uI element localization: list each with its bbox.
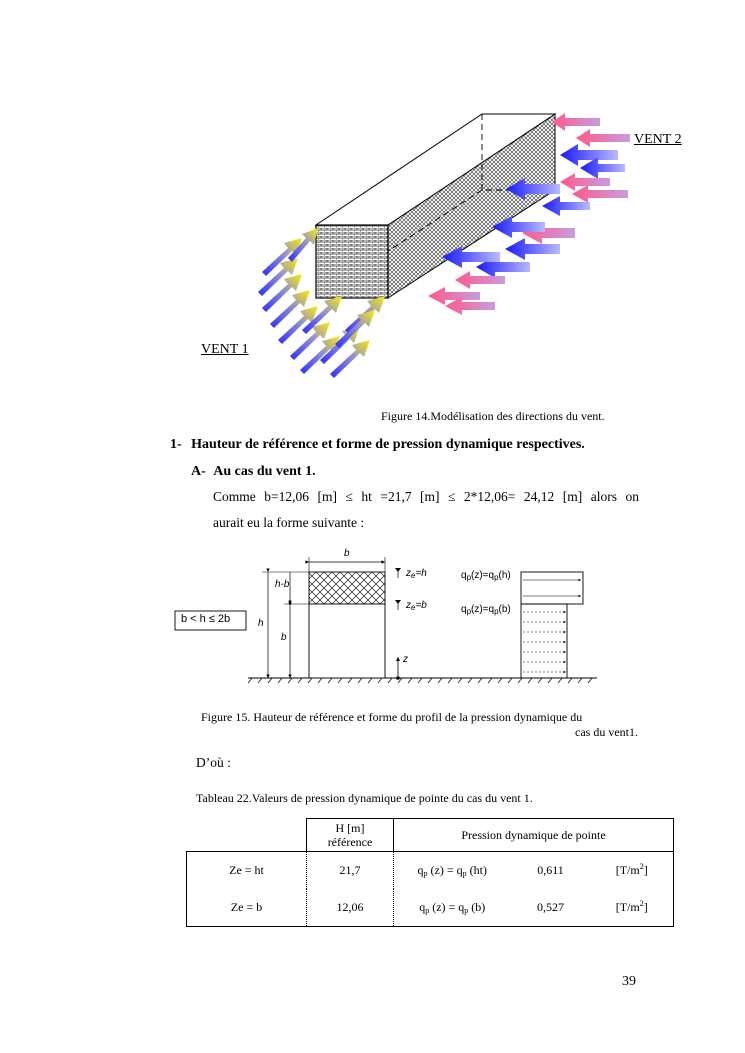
qp-b-label: $q_p(z)=q_p(b)$ xyxy=(461,604,511,616)
table-header-pressure: Pression dynamique de pointe xyxy=(394,819,674,852)
table-cell-h: 21,7 xyxy=(307,852,394,889)
pressure-table xyxy=(186,818,674,927)
table-header-empty xyxy=(187,819,307,852)
page-number: 39 xyxy=(622,974,636,989)
table-cell-h: 12,06 xyxy=(307,889,394,927)
table-cell-formula: $q_p$ $(z) = q_p$ (ht) xyxy=(394,852,511,889)
z-axis-label: z xyxy=(403,654,408,665)
table-cell-formula: $q_p$ $(z) = q_p$ (b) xyxy=(394,889,511,927)
qp-h-label: $q_p(z)=q_p(h)$ xyxy=(461,570,511,582)
heading-text: Hauteur de référence et forme de pression dynamique respectives. xyxy=(191,437,585,452)
dim-b-side: b xyxy=(281,632,287,643)
table-cell-ze: Ze = b xyxy=(187,889,307,927)
vent1-label: VENT 1 xyxy=(201,342,249,357)
dou-text: D’où : xyxy=(196,755,231,770)
table-header-row xyxy=(187,819,674,852)
heading-number: 1- xyxy=(170,437,182,452)
figure15-caption-line-2: cas du vent1. xyxy=(575,725,638,739)
table-cell-ze: Ze = ht xyxy=(187,852,307,889)
figure14-caption: Figure 14.Modélisation des directions du vent. xyxy=(381,409,605,423)
subsection-letter: A- xyxy=(191,464,206,479)
dim-h: h xyxy=(258,618,264,629)
dim-b-top: b xyxy=(344,548,350,559)
profile-upper-block xyxy=(521,572,583,604)
subsection-text: Au cas du vent 1. xyxy=(213,464,316,479)
table-caption: Tableau 22.Valeurs de pression dynamique de pointe du cas du vent 1. xyxy=(196,791,533,805)
table-cell-unit: $[T/m^2]$ xyxy=(591,852,674,889)
elevation-top-zone xyxy=(309,572,385,604)
table-cell-value: 0,611 xyxy=(511,852,591,889)
table-cell-unit: $[T/m^2]$ xyxy=(591,889,674,927)
figure15-caption xyxy=(201,710,638,740)
ze-h-label: $z_e=h$ xyxy=(406,568,427,580)
dim-h-minus-b: h-b xyxy=(275,579,290,590)
elevation-bottom-zone xyxy=(309,604,385,678)
vent2-label: VENT 2 xyxy=(634,132,682,147)
table-row xyxy=(187,889,674,927)
table-cell-value: 0,527 xyxy=(511,889,591,927)
condition-box-label: b < h ≤ 2b xyxy=(181,613,231,625)
ground-hatching xyxy=(248,678,592,683)
ze-b-label: $z_e=b$ xyxy=(406,600,427,612)
table-row xyxy=(187,852,674,889)
table-header-h: H [m] référence xyxy=(307,819,394,852)
paragraph-line-2: aurait eu la forme suivante : xyxy=(213,515,365,530)
figure15-caption-line-1: Figure 15. Hauteur de référence et forme du profil de la pression dynamique du xyxy=(201,710,583,724)
paragraph-line-1: Comme b=12,06 [m] ≤ ht =21,7 [m] ≤ 2*12,06= 24,12 [m] alors on xyxy=(213,489,639,504)
